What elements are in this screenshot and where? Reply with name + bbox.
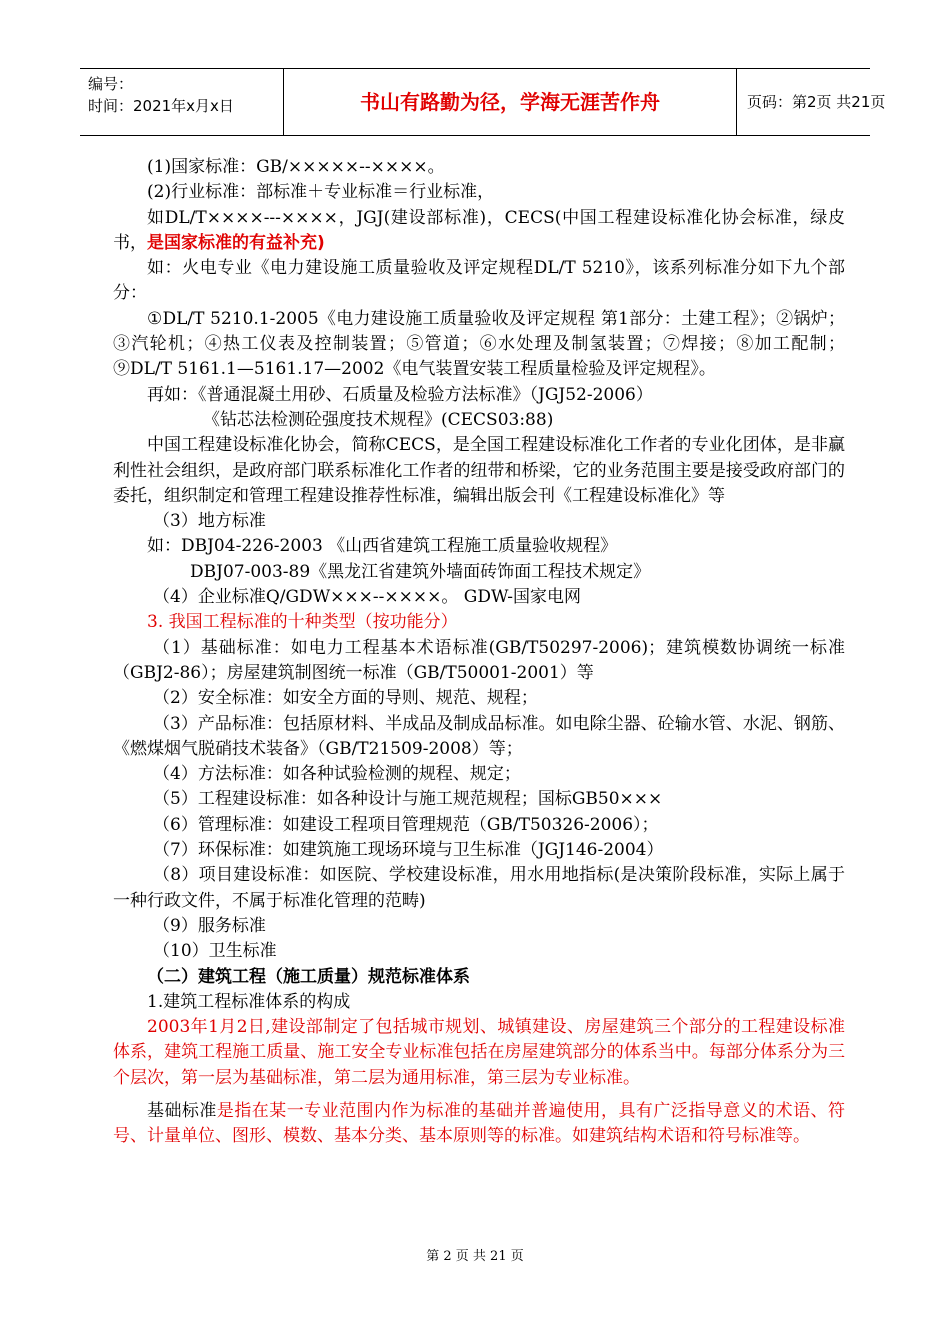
type-safety-standard: （2）安全标准：如安全方面的导则、规范、规程； [153, 688, 538, 709]
type-environment-standard: （7）环保标准：如建筑施工现场环境与卫生标准（JGJ146-2004） [153, 840, 664, 861]
industry-standard-line: (2)行业标准：部标准＋专业标准＝行业标准， [147, 182, 495, 203]
page-header [80, 68, 886, 136]
national-standard-line: (1)国家标准：GB/×××××--××××。 [147, 157, 445, 177]
type-health-standard: （10）卫生标准 [153, 941, 277, 962]
basic-standard-term: 基础标准 [147, 1100, 217, 1121]
header-left [88, 73, 283, 117]
another-example-2: 《钻芯法检测砼强度技术规程》(CECS03:88) [203, 409, 554, 430]
type-management-standard: （6）管理标准：如建设工程项目管理规范（GB/T50326-2006）； [153, 814, 659, 835]
subsection-structure-heading: 1.建筑工程标准体系的构成 [147, 991, 351, 1012]
another-example-1: 再如：《普通混凝土用砂、石质量及检验方法标准》（JGJ52-2006） [147, 384, 653, 405]
local-standard-example-1: 如：DBJ04-226-2003 《山西省建筑工程施工质量验收规程》 [147, 536, 618, 557]
type-construction-standard: （5）工程建设标准：如各种设计与施工规范规程；国标GB50××× [153, 789, 663, 810]
type-product-standard: （3）产品标准：包括原材料、半成品及制成品标准。如电除尘器、砼输水管、水泥、钢筋、《燃煤烟气脱硝技术装备》（GB/T21509-2008）等； [113, 713, 845, 759]
standard-system-paragraph: 2003年1月2日,建设部制定了包括城市规划、城镇建设、房屋建筑三个部分的工程建设标准体系，建筑工程施工质量、施工安全专业标准包括在房屋建筑部分的体系当中。每部分体系分为三个层次，第一层为基础标准，第二层为通用标准，第三层为专业标准。 [113, 1017, 845, 1088]
page-footer: 第 2 页 共 21 页 [426, 1249, 524, 1264]
document-date: 时间：2021年x月x日 [88, 97, 234, 115]
document-body [113, 155, 845, 1150]
type-basic-standard: （1）基础标准：如电力工程基本术语标准(GB/T50297-2006)；建筑模数协调统一标准（GBJ2-86）；房屋建筑制图统一标准（GB/T50001-2001）等 [113, 637, 845, 683]
nine-parts-list: ①DL/T 5210.1-2005《电力建设施工质量验收及评定规程 第1部分：土建工程》；②锅炉；③汽轮机；④热工仪表及控制装置；⑤管道；⑥水处理及制氢装置；⑦焊接；⑧加工配制；⑨DL/T 5161.1—5161.17—2002《电气装置安装工程质量检验及评定规程》。 [113, 308, 845, 380]
type-project-standard: （8）项目建设标准：如医院、学校建设标准，用水用地指标(是决策阶段标准，实际上属于一种行政文件，不属于标准化管理的范畴) [113, 865, 845, 911]
document-number: 编号： [88, 75, 134, 93]
basic-standard-paragraph [113, 1099, 845, 1150]
section-two-heading: （二）建筑工程（施工质量）规范标准体系 [147, 966, 470, 987]
type-method-standard: （4）方法标准：如各种试验检测的规程、规定； [153, 764, 521, 785]
industry-standard-example [113, 206, 845, 257]
thermal-power-example: 如：火电专业《电力建设施工质量验收及评定规程DL/T 5210》，该系列标准分如下九个部分： [113, 258, 845, 304]
local-standard-heading: （3）地方标准 [153, 511, 266, 532]
enterprise-standard-line: （4）企业标准Q/GDW×××--××××。 GDW-国家电网 [153, 587, 581, 608]
basic-standard-definition: 是指在某一专业范围内作为标准的基础并普遍使用，具有广泛指导意义的术语、符号、计量单位、图形、模数、基本分类、基本原则等的标准。如建筑结构术语和符号标准等。 [113, 1100, 846, 1147]
cecs-description: 中国工程建设标准化协会，简称CECS，是全国工程建设标准化工作者的专业化团体，是非赢利性社会组织，是政府部门联系标准化工作者的纽带和桥梁，它的业务范围主要是接受政府部门的委托，组织制定和管理工程建设推荐性标准，编辑出版会刊《工程建设标准化》等 [113, 435, 845, 506]
industry-example-text: 如DL/T××××---××××，JGJ(建设部标准)，CECS(中国工程建设标准化协会标准，绿皮书， [113, 207, 845, 253]
type-service-standard: （9）服务标准 [153, 915, 266, 936]
local-standard-example-2: DBJ07-003-89《黑龙江省建筑外墙面砖饰面工程技术规定》 [190, 561, 651, 582]
industry-example-highlight: 是国家标准的有益补充) [147, 232, 325, 253]
section-ten-types-heading: 3. 我国工程标准的十种类型（按功能分） [147, 612, 458, 633]
header-motto: 书山有路勤为径，学海无涯苦作舟 [283, 69, 737, 135]
header-page-info: 页码：第2页 共21页 [747, 93, 886, 111]
